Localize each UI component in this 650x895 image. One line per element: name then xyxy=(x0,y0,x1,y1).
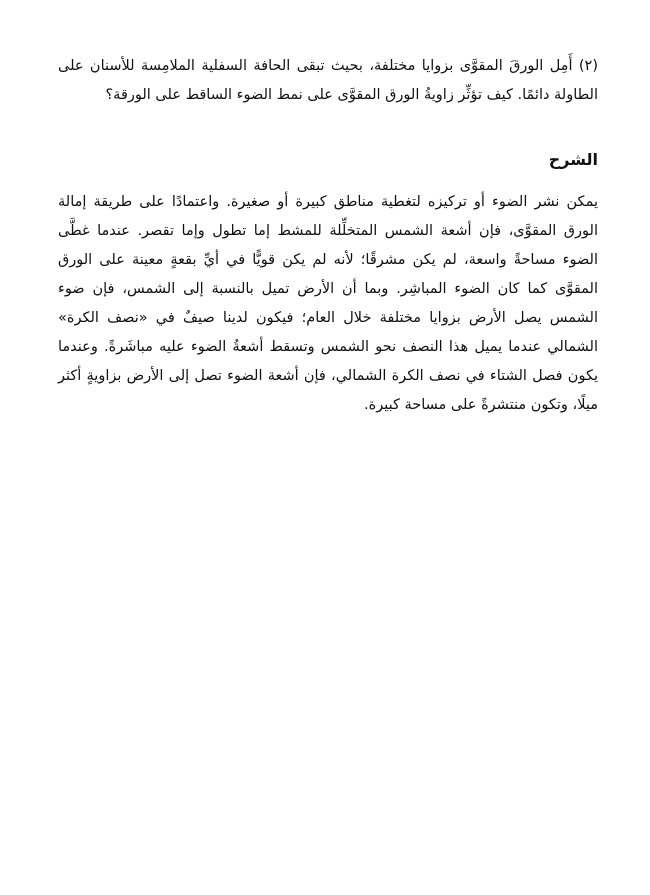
explanation-heading: الشرح xyxy=(548,150,598,169)
explanation-paragraph: يمكن نشر الضوء أو تركيزه لتغطية مناطق كبيرة أو صغيرة. واعتمادًا على طريقة إمالة الورق المقوَّى، فإن أشعة الشمس المتخلِّلة للمشط إما تطول وإما تقصر. عندما غطَّى الضوء مساحةً واسعة، لم يكن مشرقًا؛ لأنه لم يكن قويًّا في أيِّ بقعةٍ معينة على الورق المقوَّى كما كان الضوء المباشِر. وبما أن الأرض تميل بالنسبة إلى الشمس، فإن ضوء الشمس يصل الأرض بزوايا مختلفة خلال العام؛ فيكون لدينا صيفٌ في «نصف الكرة» الشمالي عندما يميل هذا النصف نحو الشمس وتسقط أشعةُ الضوء عليه مباشَرةً. وعندما يكون فصل الشتاء في نصف الكرة الشمالي، فإن أشعة الضوء تصل إلى الأرض بزاويةٍ أكثر ميلًا، وتكون منتشرةً على مساحة كبيرة. xyxy=(58,194,598,413)
question-paragraph: (٢) أَمِل الورقَ المقوَّى بزوايا مختلفة، بحيث تبقى الحافة السفلية الملامِسة للأسنان على الطاولة دائمًا. كيف تؤثِّر زاويةُ الورق المقوَّى على نمط الضوء الساقط على الورقة؟ xyxy=(58,58,598,103)
document-page xyxy=(58,52,598,420)
